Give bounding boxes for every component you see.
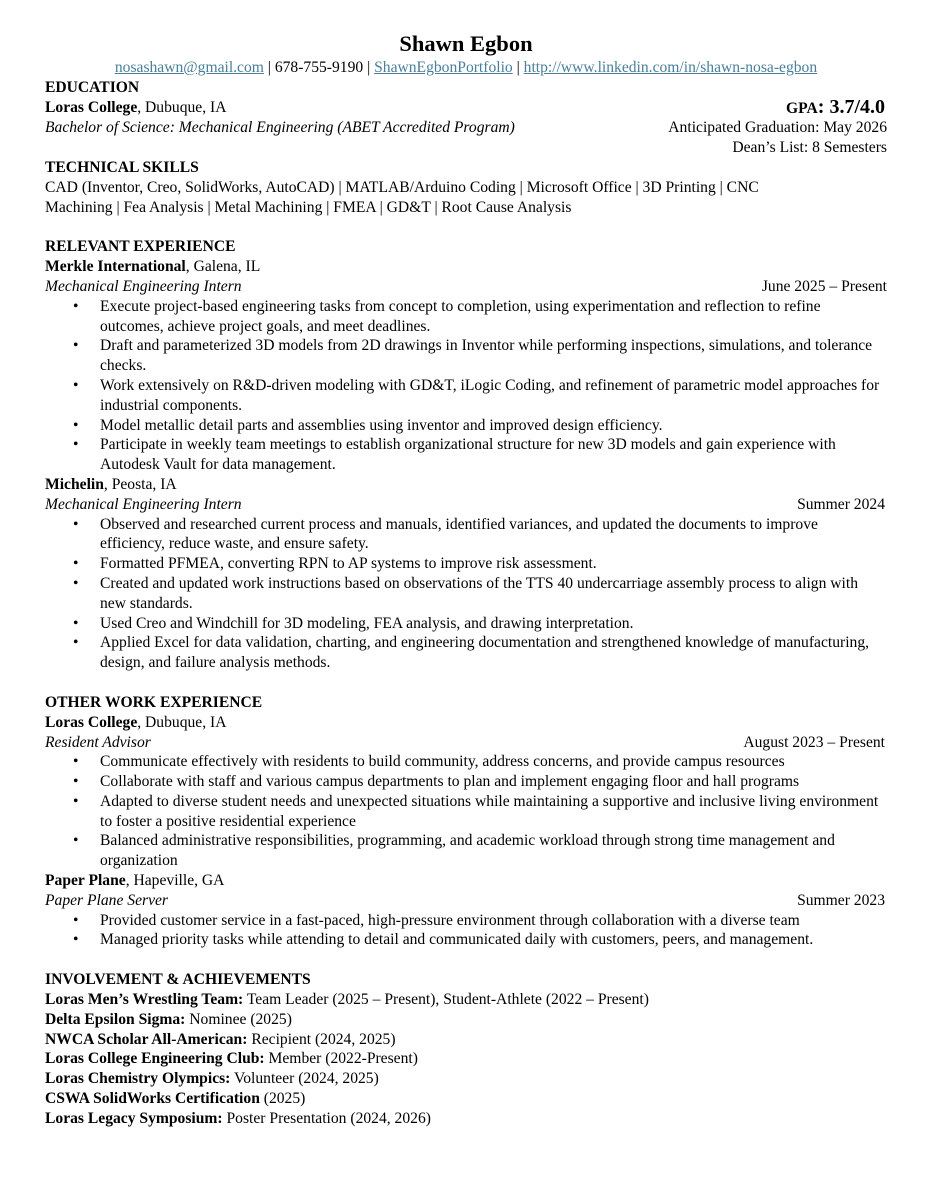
achievement-item: [45, 1069, 887, 1089]
bullet-item: • Provided customer service in a fast-paced, high-pressure environment through collaboration with a diverse team: [100, 911, 887, 931]
achievement-label: Loras College Engineering Club:: [45, 1050, 265, 1068]
separator: |: [363, 59, 375, 76]
bullet-item: • Applied Excel for data validation, charting, and engineering documentation and strengthened knowledge of manufacturing, design, and failure analysis methods.: [100, 633, 887, 673]
separator: |: [512, 59, 524, 76]
company-name: Paper Plane: [45, 872, 126, 890]
achievement-item: [45, 1089, 887, 1109]
achievement-detail: Member (2022-Present): [264, 1050, 418, 1068]
bullet-item: • Draft and parameterized 3D models from 2D drawings in Inventor while performing inspections, simulations, and tolerance checks.: [100, 336, 887, 376]
job-dates: Summer 2024: [797, 495, 885, 513]
gpa-value: : 3.7/4.0: [817, 95, 885, 118]
skills-heading: TECHNICAL SKILLS: [45, 158, 199, 176]
company-location: , Hapeville, GA: [125, 872, 225, 890]
achievement-item: [45, 1030, 887, 1050]
bullet-item: • Formatted PFMEA, converting RPN to AP systems to improve risk assessment.: [100, 554, 887, 574]
job-role: Mechanical Engineering Intern: [45, 495, 242, 513]
job-dates: Summer 2023: [797, 891, 885, 909]
bullet-item: • Participate in weekly team meetings to establish organizational structure for new 3D models and gain experience with Autodesk Vault for data management.: [100, 435, 887, 475]
bullet-item: • Communicate effectively with residents to build community, address concerns, and provide campus resources: [100, 752, 887, 772]
achievement-label: Delta Epsilon Sigma:: [45, 1010, 186, 1028]
separator: |: [263, 59, 275, 76]
contact-line: [45, 58, 887, 78]
bullet-item: • Balanced administrative responsibilities, programming, and academic workload through strong time management and organization: [100, 831, 887, 871]
job-role: Mechanical Engineering Intern: [45, 277, 242, 295]
bullet-item: • Adapted to diverse student needs and unexpected situations while maintaining a supportive and inclusive living environment to foster a positive residential experience: [100, 792, 887, 832]
job-entry: [45, 713, 887, 871]
company-location: , Dubuque, IA: [137, 713, 227, 731]
bullet-item: • Execute project-based engineering tasks from concept to completion, using experimentation and reflection to refine outcomes, achieve project goals, and meet deadlines.: [100, 297, 887, 337]
graduation-date: Anticipated Graduation: May 2026: [668, 119, 887, 137]
degree: Bachelor of Science: Mechanical Engineering (ABET Accredited Program): [45, 119, 515, 137]
school-name: Loras College: [45, 98, 138, 116]
email-link[interactable]: nosashawn@gmail.com: [114, 59, 264, 76]
gpa-label: GPA: [786, 99, 818, 117]
resume-page: [45, 30, 887, 1129]
achievement-label: Loras Chemistry Olympics:: [45, 1070, 231, 1088]
achievement-item: [45, 1049, 887, 1069]
achievement-detail: Volunteer (2024, 2025): [230, 1070, 379, 1088]
achievement-label: Loras Legacy Symposium:: [45, 1109, 223, 1127]
skills-line: Machining | Fea Analysis | Metal Machining | FMEA | GD&T | Root Cause Analysis: [45, 198, 572, 216]
involvement-heading: INVOLVEMENT & ACHIEVEMENTS: [45, 971, 311, 989]
bullet-item: • Collaborate with staff and various campus departments to plan and implement engaging floor and hall programs: [100, 772, 887, 792]
linkedin-link[interactable]: http://www.linkedin.com/in/shawn-nosa-egbon: [523, 59, 818, 76]
job-entry: [45, 871, 887, 950]
bullet-item: • Managed priority tasks while attending to detail and communicated daily with customers, peers, and management.: [100, 930, 887, 950]
achievement-detail: Nominee (2025): [185, 1010, 292, 1028]
job-dates: August 2023 – Present: [743, 733, 885, 751]
job-dates: June 2025 – Present: [761, 277, 887, 295]
company-location: , Galena, IL: [185, 258, 261, 276]
relevant-experience-heading: RELEVANT EXPERIENCE: [45, 238, 236, 256]
job-bullets: [45, 515, 887, 673]
job-role: Paper Plane Server: [45, 891, 168, 909]
bullet-item: • Model metallic detail parts and assemblies using inventor and improved design efficiency.: [100, 416, 887, 436]
deans-list: Dean’s List: 8 Semesters: [732, 139, 887, 157]
job-role: Resident Advisor: [45, 733, 151, 751]
achievement-item: [45, 1109, 887, 1129]
education-school-row: [45, 95, 887, 119]
phone-number: 678-755-9190: [274, 59, 364, 76]
achievement-label: CSWA SolidWorks Certification: [45, 1090, 260, 1108]
bullet-item: • Observed and researched current process and manuals, identified variances, and updated the documents to improve efficiency, reduce waste, and ensure safety.: [100, 515, 887, 555]
education-degree-row: [45, 118, 887, 138]
job-bullets: [45, 752, 887, 871]
company-location: , Peosta, IA: [103, 475, 177, 493]
job-entry: [45, 257, 887, 475]
bullet-item: • Work extensively on R&D-driven modeling with GD&T, iLogic Coding, and refinement of parametric model approaches for industrial components.: [100, 376, 887, 416]
school-location: , Dubuque, IA: [137, 98, 227, 116]
achievement-detail: (2025): [259, 1090, 306, 1108]
company-name: Michelin: [45, 475, 104, 493]
achievement-label: Loras Men’s Wrestling Team:: [45, 991, 244, 1009]
skills-line: CAD (Inventor, Creo, SolidWorks, AutoCAD) | MATLAB/Arduino Coding | Microsoft Office | 3D Printing | CNC: [45, 178, 759, 196]
other-experience-heading: OTHER WORK EXPERIENCE: [45, 693, 263, 711]
achievement-detail: Recipient (2024, 2025): [247, 1030, 396, 1048]
bullet-item: • Created and updated work instructions based on observations of the TTS 40 undercarriage assembly process to align with new standards.: [100, 574, 887, 614]
education-heading: EDUCATION: [45, 78, 140, 96]
job-bullets: [45, 911, 887, 951]
achievement-item: [45, 990, 887, 1010]
job-bullets: [45, 297, 887, 475]
bullet-item: • Used Creo and Windchill for 3D modeling, FEA analysis, and drawing interpretation.: [100, 614, 887, 634]
job-entry: [45, 475, 887, 673]
candidate-name: Shawn Egbon: [399, 31, 533, 56]
achievement-detail: Team Leader (2025 – Present), Student-Athlete (2022 – Present): [243, 991, 649, 1009]
portfolio-link[interactable]: ShawnEgbonPortfolio: [374, 59, 513, 76]
company-name: Merkle International: [45, 258, 186, 276]
achievement-label: NWCA Scholar All-American:: [45, 1030, 248, 1048]
achievement-detail: Poster Presentation (2024, 2026): [222, 1109, 431, 1127]
achievement-item: [45, 1010, 887, 1030]
company-name: Loras College: [45, 713, 138, 731]
